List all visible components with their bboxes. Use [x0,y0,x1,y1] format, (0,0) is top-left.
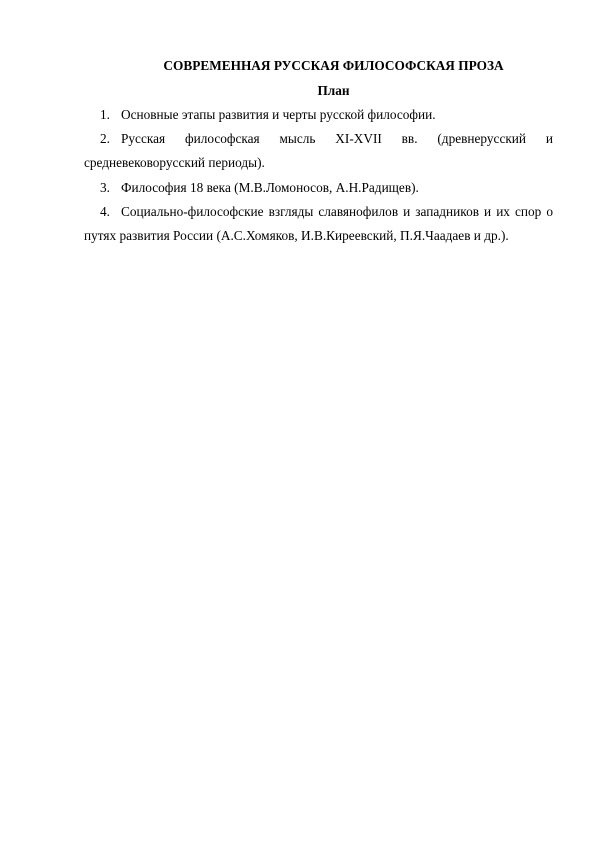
item-text: Философия 18 века (М.В.Ломоносов, А.Н.Радищев). [121,179,419,195]
item-number: 4. [100,203,110,219]
item-number: 1. [100,107,110,122]
item-text: Социально-философские взгляды славянофилов и западников и их спор о путях развития России (А.С.Хомяков, И.В.Киреевский, П.Я.Чаадаев и др.). [84,203,553,244]
plan-item-2 [84,127,553,175]
item-text: Основные этапы развития и черты русской философии. [121,107,436,122]
item-number: 3. [100,179,110,195]
document-title: СОВРЕМЕННАЯ РУССКАЯ ФИЛОСОФСКАЯ ПРОЗА [163,58,504,73]
plan-item-3 [84,176,553,200]
item-text: Русская философская мысль XI-XVII вв. (древнерусский и средневековорусский периоды). [84,131,553,171]
plan-list [84,103,553,248]
plan-item-4 [84,200,553,248]
plan-item-1 [84,103,553,127]
plan-heading: План [317,83,350,98]
item-number: 2. [100,131,110,147]
